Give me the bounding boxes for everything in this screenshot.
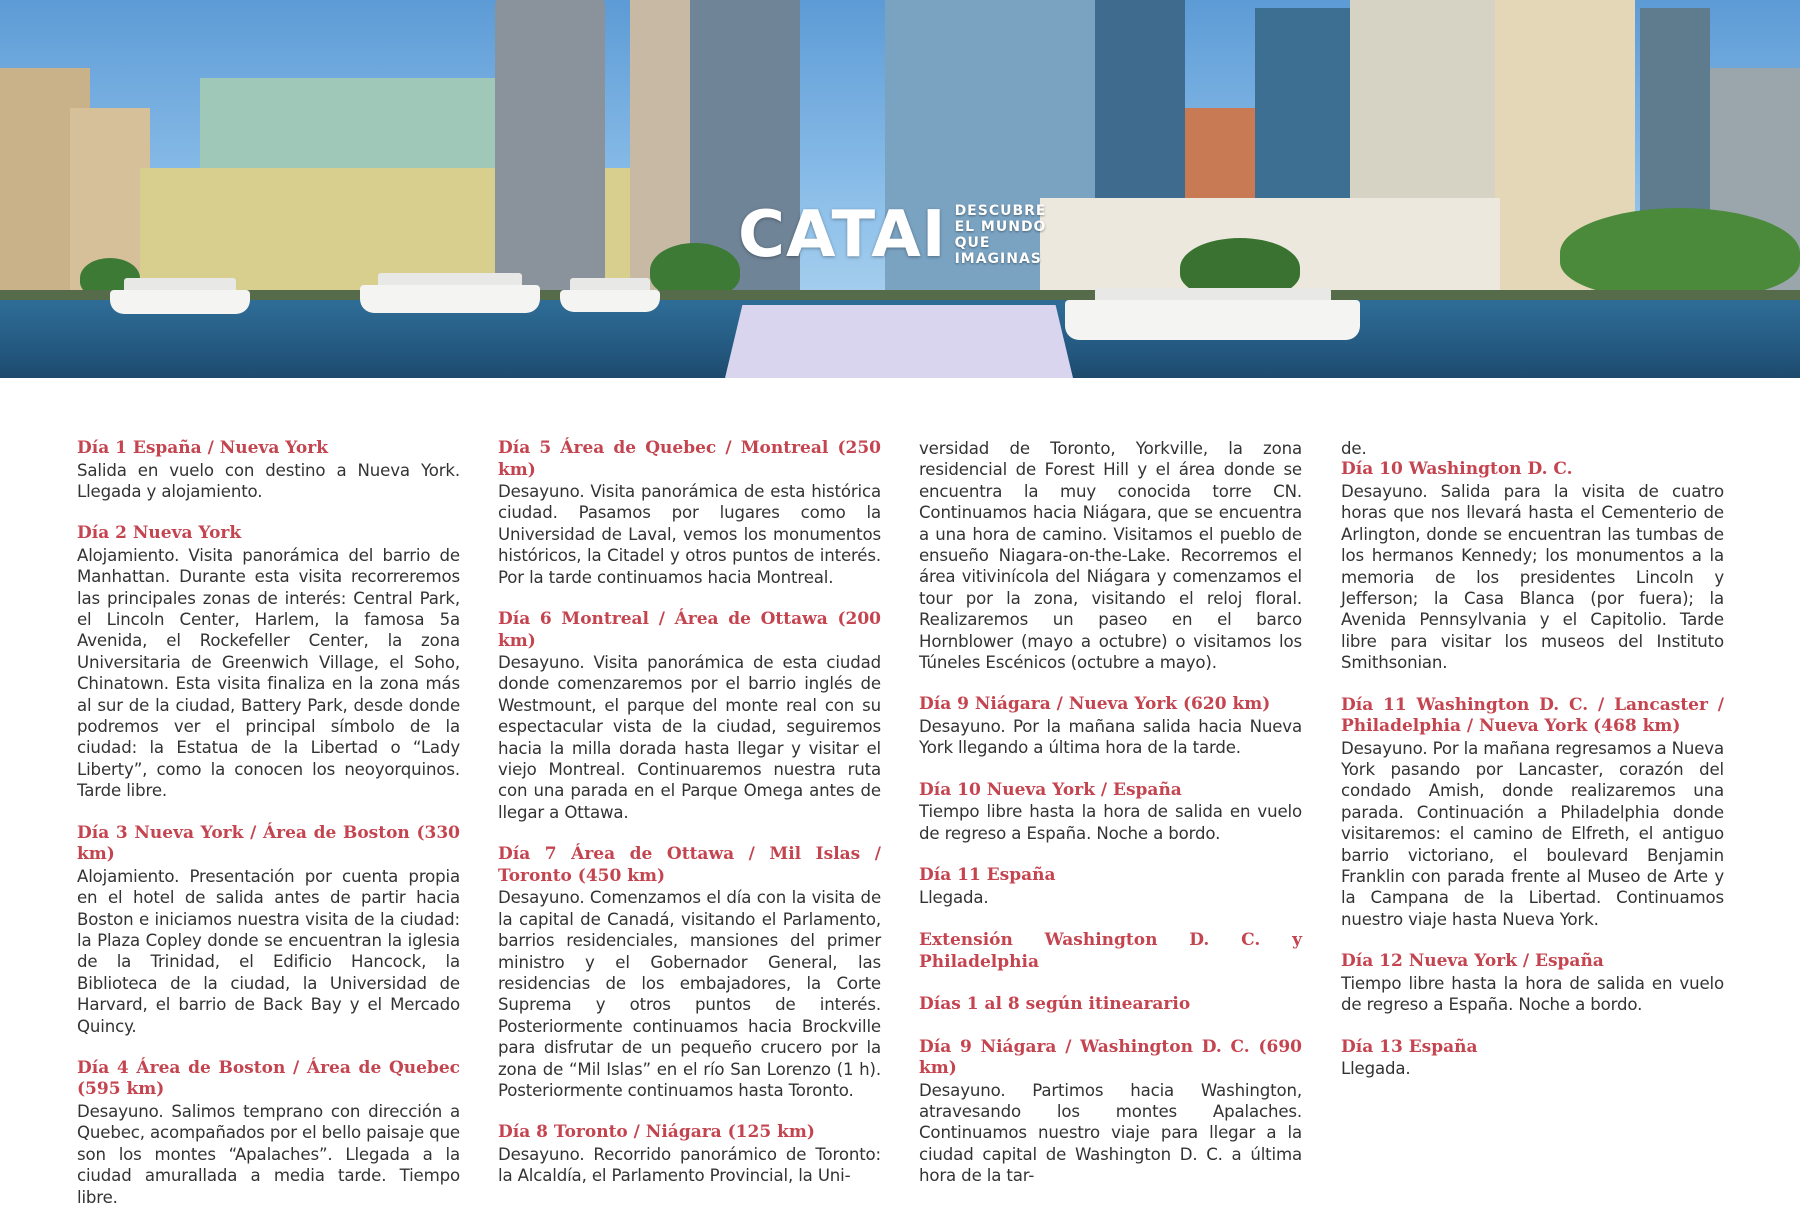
itinerary-day	[77, 523, 460, 801]
building	[495, 0, 605, 308]
day-description: Tiempo libre hasta la hora de salida en vuelo de regreso a España. Noche a bordo.	[919, 802, 1302, 843]
day-description: versidad de Toronto, Yorkville, la zona residencial de Forest Hill y el área donde se encuentra la muy conocida torre CN. Continuamos hacia Niágara, que se encuentra a una hora de camino. Visitamos el pueblo de ensueño Niagara-on-the-Lake. Recorremos el área vitivinícola del Niágara y comenzamos el tour por la zona, visitando el reloj floral. Realizaremos un paseo en el barco Hornblower (mayo a octubre) o visitamos los Túneles Escénicos (octubre a mayo).	[919, 439, 1302, 673]
day-description: Desayuno. Por la mañana salida hacia Nueva York llegando a última hora de la tarde.	[919, 716, 1302, 758]
day-title: Día 12 Nueva York / España	[1341, 951, 1604, 972]
itinerary-day	[1341, 459, 1724, 673]
day-title: Día 2 Nueva York	[77, 523, 242, 544]
itinerary-day	[1341, 1037, 1724, 1080]
itinerary-column-2	[498, 438, 881, 1208]
day-description: Desayuno. Salimos temprano con dirección a Quebec, acompañados por el bello paisaje que son los montes “Apalaches”. Llegada a la ciudad amurallada a media tarde. Tiempo libre.	[77, 1101, 460, 1207]
day-description: de.	[1341, 439, 1367, 458]
itinerary-column-3	[919, 438, 1302, 1208]
day-title: Día 4 Área de Boston / Área de Quebec (595 km)	[77, 1057, 460, 1100]
day-title: Día 10 Washington D. C.	[1341, 459, 1573, 480]
day-description: Desayuno. Por la mañana regresamos a Nueva York pasando por Lancaster, corazón del condado Amish, donde realizaremos una parada. Continuación a Philadelphia donde visitaremos: el camino de Elfreth, el antiguo barrio victoriano, el boulevard Benjamin Franklin con parada frente al Museo de Arte y la Campana de la Libertad. Continuamos nuestro viaje hasta Nueva York.	[1341, 738, 1724, 929]
boat	[560, 290, 660, 312]
day-title: Día 9 Niágara / Nueva York (620 km)	[919, 694, 1271, 715]
day-description: Llegada.	[1341, 1059, 1411, 1079]
day-title: Días 1 al 8 según itinearario	[919, 994, 1191, 1014]
day-title: Día 6 Montreal / Área de Ottawa (200 km)	[498, 609, 881, 651]
day-title: Día 3 Nueva York / Área de Boston (330 km)	[77, 822, 460, 865]
day-description: Salida en vuelo con destino a Nueva York. Llegada y alojamiento.	[77, 460, 460, 501]
itinerary-day	[919, 438, 1302, 673]
tree	[1560, 208, 1800, 298]
itinerary-day	[498, 609, 881, 823]
boat	[110, 290, 250, 314]
day-description: Alojamiento. Presentación por cuenta propia en el hotel de salida antes de partir hacia Boston e iniciamos nuestra visita de la ciudad: la Plaza Copley donde se encuentran la iglesia de la Trinidad, el Edificio Hancock, la Biblioteca de la ciudad, la Universidad de Harvard, el barrio de Back Bay y el Mercado Quincy.	[77, 866, 460, 1036]
day-title: Día 8 Toronto / Niágara (125 km)	[498, 1122, 815, 1143]
itinerary-day	[919, 994, 1302, 1016]
day-description: Llegada.	[919, 887, 989, 907]
itinerary-day	[919, 694, 1302, 758]
itinerary-day	[77, 823, 460, 1037]
day-title: Día 11 España	[919, 865, 1056, 886]
logo-brand: CATAI	[738, 198, 947, 272]
day-title: Día 11 Washington D. C. / Lancaster / Philadelphia / Nueva York (468 km)	[1341, 694, 1724, 737]
boat	[360, 285, 540, 313]
day-description: Tiempo libre hasta la hora de salida en vuelo de regreso a España. Noche a bordo.	[1341, 973, 1724, 1015]
ferry	[1065, 300, 1360, 340]
itinerary-day	[919, 930, 1302, 973]
itinerary-day	[1341, 438, 1724, 459]
day-title: Día 1 España / Nueva York	[77, 438, 328, 458]
itinerary-day	[919, 865, 1302, 908]
itinerary-day	[77, 438, 460, 502]
day-description: Desayuno. Visita panorámica de esta ciudad donde comenzaremos por el barrio inglés de Westmount, el parque del monte real con su espectacular vista de la ciudad, seguiremos hacia la milla dorada hasta llegar y visitar el viejo Montreal. Continuaremos nuestra ruta con una parada en el Parque Omega antes de llegar a Ottawa.	[498, 653, 881, 822]
day-title: Día 13 España	[1341, 1036, 1478, 1057]
itinerary-day	[77, 1058, 460, 1208]
day-description: Desayuno. Comenzamos el día con la visita de la capital de Canadá, visitando el Parlamento, barrios residenciales, mansiones del primer ministro y el Gobernador General, las residencias de los embajadores, la Corte Suprema y otros puntos de interés. Posteriormente continuamos hacia Brockville para disfrutar de un pequeño crucero por la zona de “Mil Islas” en el río San Lorenzo (1 h). Posteriormente continuamos hasta Toronto.	[498, 888, 881, 1100]
itinerary-day	[919, 1037, 1302, 1187]
day-description: Desayuno. Salida para la visita de cuatro horas que nos llevará hasta el Cementerio de Arlington, donde se encuentran las tumbas de los hermanos Kennedy; los monumentos a la memoria de los presidentes Lincoln y Jefferson; la Casa Blanca (por fuera); la Avenida Pennsylvania y el Capitolio. Tarde libre para visitar los museos del Instituto Smithsonian.	[1341, 481, 1724, 673]
day-title: Día 5 Área de Quebec / Montreal (250 km)	[498, 438, 881, 480]
hero-photo	[0, 0, 1800, 378]
itinerary-column-1	[77, 438, 460, 1229]
catai-logo	[738, 200, 1065, 270]
logo-tagline: DESCUBRE EL MUNDO QUE IMAGINAS	[954, 203, 1047, 267]
itinerary-day	[498, 438, 881, 588]
itinerary-day	[498, 1122, 881, 1186]
itinerary-day	[919, 780, 1302, 844]
day-description: Alojamiento. Visita panorámica del barrio de Manhattan. Durante esta visita recorreremos las principales zonas de interés: Central Park, el Lincoln Center, Harlem, la famosa 5a Avenida, el Rockefeller Center, la zona Universitaria de Greenwich Village, el Soho, Chinatown. Esta visita finaliza en la zona más al sur de la ciudad, Battery Park, desde donde podremos ver el principal símbolo de la ciudad: la Estatua de la Libertad o “Lady Liberty”, como la conocen los neoyorquinos. Tarde libre.	[77, 545, 460, 801]
day-title: Día 10 Nueva York / España	[919, 779, 1182, 800]
day-description: Desayuno. Recorrido panorámico de Toronto: la Alcaldía, el Parlamento Provincial, la Uni-	[498, 1144, 881, 1186]
day-title: Día 7 Área de Ottawa / Mil Islas / Toronto (450 km)	[498, 844, 881, 886]
decorative-lilac-tab	[725, 305, 1073, 378]
day-description: Desayuno. Visita panorámica de esta histórica ciudad. Pasamos por lugares como la Universidad de Laval, vemos los monumentos históricos, la Citadel y otros puntos de interés. Por la tarde continuamos hacia Montreal.	[498, 482, 881, 587]
day-description: Desayuno. Partimos hacia Washington, atravesando los montes Apalaches. Continuamos nuestro viaje para llegar a la ciudad capital de Washington D. C. a última hora de la tar-	[919, 1080, 1302, 1186]
itinerary-day	[1341, 951, 1724, 1015]
day-title: Día 9 Niágara / Washington D. C. (690 km)	[919, 1036, 1302, 1078]
day-title: Extensión Washington D. C. y Philadelphia	[919, 930, 1302, 972]
itinerary-day	[498, 844, 881, 1101]
itinerary-day	[1341, 695, 1724, 931]
itinerary-column-4	[1341, 438, 1724, 1100]
